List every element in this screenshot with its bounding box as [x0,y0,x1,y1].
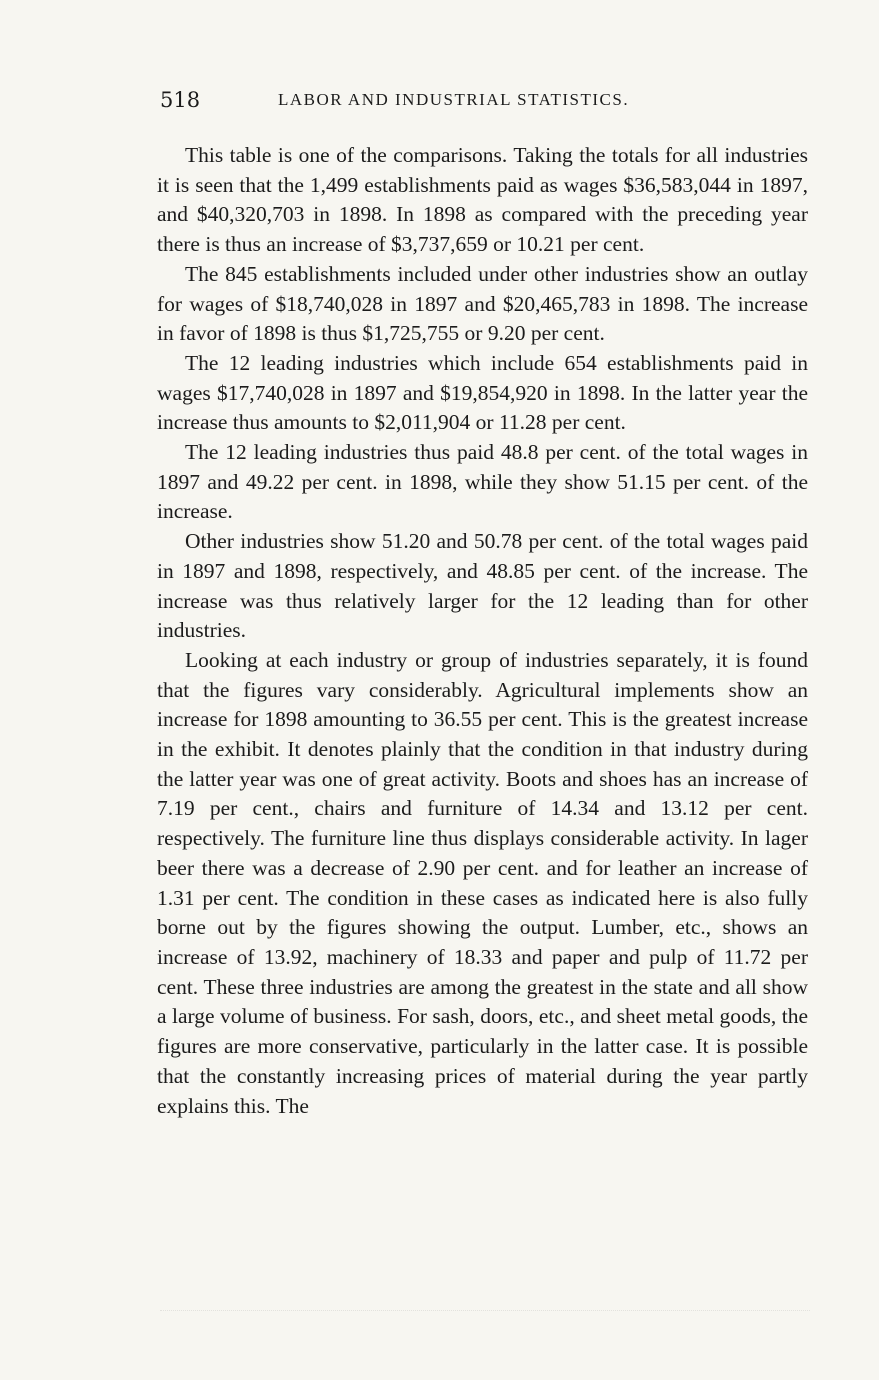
paragraph-wage-totals: This table is one of the comparisons. Taking the totals for all industries it is seen that the 1,499 establishments paid as wages $36,583,044 in 1897, and $40,320,703 in 1898. In 1898 as compared with the preceding year there is thus an increase of $3,737,659 or 10.21 per cent. [157,143,808,257]
page-number: 518 [160,88,201,112]
body-text [157,141,808,1121]
paragraph-other-share: Other industries show 51.20 and 50.78 per cent. of the total wages paid in 1897 and 1898, respectively, and 48.85 per cent. of the increase. The increase was thus relatively larger for the 12 leading than for other industries. [157,529,808,643]
paragraph-leading-share: The 12 leading industries thus paid 48.8 per cent. of the total wages in 1897 and 49.22 per cent. in 1898, while they show 51.15 per cent. of the increase. [157,440,808,524]
paragraph-industry-detail: Looking at each industry or group of industries separately, it is found that the figures vary considerably. Agricultural implements show an increase for 1898 amounting to 36.55 per cent. This is the greatest increase in the exhibit. It denotes plainly that the condition in that industry during the latter year was one of great activity. Boots and shoes has an increase of 7.19 per cent., chairs and furniture of 14.34 and 13.12 per cent. respectively. The furniture line thus displays considerable activity. In lager beer there was a decrease of 2.90 per cent. and for leather an increase of 1.31 per cent. The condition in these cases as indicated here is also fully borne out by the figures showing the output. Lumber, etc., shows an increase of 13.92, machinery of 18.33 and paper and pulp of 11.72 per cent. These three industries are among the greatest in the state and all show a large volume of business. For sash, doors, etc., and sheet metal goods, the figures are more conservative, particularly in the latter case. It is possible that the constantly increasing prices of material during the year partly explains this. The [157,647,808,1118]
paragraph-other-industries: The 845 establishments included under other industries show an outlay for wages of $18,740,028 in 1897 and $20,465,783 in 1898. The increase in favor of 1898 is thus $1,725,755 or 9.20 per cent. [157,261,808,346]
page-header [160,86,810,116]
page-bottom-marks [160,1298,810,1311]
paragraph-leading-industries: The 12 leading industries which include 654 establishments paid in wages $17,740,028 in 1897 and $19,854,920 in 1898. In the latter year the increase thus amounts to $2,011,904 or 11.28 per cent. [157,350,808,435]
running-title: LABOR AND INDUSTRIAL STATISTICS. [278,90,630,109]
